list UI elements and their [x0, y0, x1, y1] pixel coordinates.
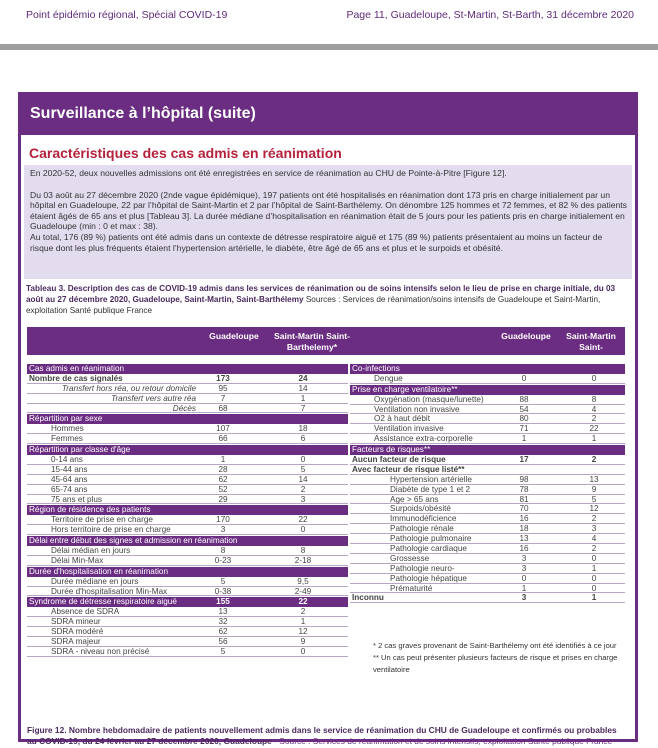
value-guadeloupe: 54 — [519, 404, 529, 414]
table-row — [350, 544, 625, 554]
row-label: Transfert hors réa, ou retour domicile — [61, 383, 196, 393]
table-caption-title: Tableau 3. Description des cas de COVID-19 admis dans les services de réanimation ou de soins intensifs selon le lieu de prise en charge initiale, du 03 août au 27 décembre 2020, Guadeloupe, Saint-Martin, Saint-Barthélemy — [26, 284, 616, 304]
table-caption-source: Sources : Services de réanimation/soins intensifs de Guadeloupe et Saint-Martin, exploitation Santé publique France — [26, 294, 601, 315]
value-guadeloupe: 0 — [521, 373, 527, 383]
table-section-header — [350, 364, 625, 374]
table-row — [27, 627, 348, 637]
col-stmartin-left: Saint-Martin Saint-Barthelemy* — [274, 331, 350, 352]
value-saint-martin: 2-18 — [294, 555, 312, 565]
value-saint-martin: 0 — [300, 646, 306, 656]
value-saint-martin: 0 — [591, 373, 597, 383]
value-saint-martin: 2 — [591, 514, 597, 524]
table-row — [27, 485, 348, 495]
table-row — [27, 394, 348, 404]
table-row — [350, 395, 625, 405]
row-label: Age > 65 ans — [390, 494, 439, 504]
table-row — [350, 465, 625, 475]
value-guadeloupe: 56 — [218, 637, 228, 647]
value-guadeloupe: 3 — [220, 525, 226, 535]
table-row — [350, 593, 625, 603]
value-guadeloupe: 28 — [218, 464, 228, 474]
value-guadeloupe: 81 — [519, 494, 529, 504]
value-guadeloupe: 173 — [216, 373, 230, 383]
value-saint-martin: 2 — [591, 455, 597, 465]
row-label: Absence de SDRA — [51, 607, 120, 617]
table-section-header — [27, 597, 348, 607]
value-guadeloupe: 13 — [519, 534, 529, 544]
value-guadeloupe: 16 — [519, 514, 529, 524]
value-guadeloupe: 98 — [519, 474, 529, 484]
table-row — [27, 607, 348, 617]
value-saint-martin: 2 — [300, 607, 306, 617]
table-row — [27, 587, 348, 597]
summary-textbox — [24, 165, 632, 279]
value-guadeloupe: 17 — [519, 455, 529, 465]
value-guadeloupe: 32 — [218, 617, 228, 627]
value-guadeloupe: 95 — [218, 383, 228, 393]
table-row — [350, 504, 625, 514]
row-label: Décès — [172, 403, 196, 413]
section-subtitle: Caractéristiques des cas admis en réanimation — [29, 145, 342, 161]
value-saint-martin: 18 — [298, 424, 308, 434]
row-label: Pathologie hépatique — [390, 573, 467, 583]
row-label: Territoire de prise en charge — [51, 515, 153, 525]
value-guadeloupe: 88 — [519, 394, 529, 404]
row-label: Pathologie neuro- — [390, 563, 455, 573]
table-row — [27, 515, 348, 525]
header-divider — [0, 44, 658, 50]
row-label: Prématurité — [390, 583, 433, 593]
section-banner: Surveillance à l’hôpital (suite) — [21, 95, 635, 135]
row-label: Syndrome de détresse respiratoire aiguë — [29, 597, 177, 607]
row-label: Durée d'hospitalisation Min-Max — [51, 586, 168, 596]
value-saint-martin: 13 — [589, 474, 599, 484]
value-guadeloupe: 62 — [218, 627, 228, 637]
value-saint-martin: 3 — [300, 494, 306, 504]
value-guadeloupe: 3 — [521, 593, 527, 603]
row-label: Pathologie rénale — [390, 524, 454, 534]
row-label: Répartition par sexe — [29, 414, 103, 424]
value-saint-martin: 22 — [589, 424, 599, 434]
row-label: 45-64 ans — [51, 474, 88, 484]
value-guadeloupe: 1 — [220, 455, 226, 465]
row-label: Ventilation invasive — [374, 424, 444, 434]
table-row — [350, 374, 625, 384]
value-saint-martin: 8 — [300, 546, 306, 556]
row-label: Inconnu — [352, 593, 384, 603]
row-label: Oxygénation (masque/lunette) — [374, 394, 484, 404]
value-guadeloupe: 78 — [519, 484, 529, 494]
row-label: 75 ans et plus — [51, 494, 102, 504]
col-guadeloupe-left: Guadeloupe — [209, 331, 259, 341]
value-guadeloupe: 0 — [521, 573, 527, 583]
row-label: Assistance extra-corporelle — [374, 434, 473, 444]
row-label: 65-74 ans — [51, 484, 88, 494]
table-notes — [373, 640, 633, 676]
table-section-header — [350, 445, 625, 455]
value-saint-martin: 1 — [591, 434, 597, 444]
value-guadeloupe: 80 — [519, 414, 529, 424]
row-label: SDRA modéré — [51, 627, 104, 637]
summary-paragraph: Du 03 août au 27 décembre 2020 (2nde vague épidémique), 197 patients ont été hospitalisés en réanimation dont 173 pris en charge initialement par un hôpital en Guadeloupe, 22 par l’hôpital de Saint-Martin et 2 par l’hôpital de Saint-Barthélemy. On dénombre 125 hommes et 72 femmes, et 82 % des patients étaient âgés de 65 ans et plus [Tableau 3]. La durée médiane d’hospitalisation en réanimation était de 5 jours pour les patients pris en charge initialement en Guadeloupe (min : 0 et max : 38). — [30, 189, 627, 232]
table-row — [27, 455, 348, 465]
table-column-header — [27, 327, 625, 363]
row-label: 15-44 ans — [51, 464, 88, 474]
value-saint-martin: 2 — [591, 544, 597, 554]
table-row — [350, 475, 625, 485]
table-row — [27, 374, 348, 384]
table-caption — [26, 284, 626, 316]
row-label: SDRA mineur — [51, 617, 101, 627]
row-label: Pathologie pulmonaire — [390, 534, 472, 544]
row-label: Nombre de cas signalés — [29, 373, 123, 383]
table-row — [350, 405, 625, 415]
value-saint-martin: 14 — [298, 474, 308, 484]
summary-paragraph: Au total, 176 (89 %) patients ont été admis dans un contexte de détresse respiratoire aiguë et 175 (89 %) patients présentaient au moins un facteur de risque dont les plus fréquents étaient l’hypertension artérielle, le diabète, être âgé de 65 ans et plus et le surpoids et obésité. — [30, 231, 603, 253]
value-guadeloupe: 5 — [220, 576, 226, 586]
row-label: Avec facteur de risque listé** — [352, 464, 465, 474]
row-label: Délai entre début des signes et admission en réanimation — [29, 536, 238, 546]
table-row — [350, 524, 625, 534]
left-data-table — [27, 363, 348, 657]
table-row — [27, 637, 348, 647]
value-saint-martin: 7 — [300, 403, 306, 413]
value-saint-martin: 0 — [591, 583, 597, 593]
header-left: Point épidémio régional, Spécial COVID-19 — [26, 9, 228, 21]
row-label: Diabète de type 1 et 2 — [390, 484, 471, 494]
value-guadeloupe: 1 — [521, 434, 527, 444]
content-frame — [18, 92, 638, 747]
row-label: Dengue — [374, 373, 403, 383]
value-guadeloupe: 0-38 — [214, 586, 232, 596]
row-label: Prise en charge ventilatoire** — [352, 384, 458, 394]
row-label: Transfert vers autre réa — [111, 393, 196, 403]
value-saint-martin: 6 — [300, 434, 306, 444]
table-row — [350, 455, 625, 465]
col-guadeloupe-right: Guadeloupe — [501, 331, 551, 341]
value-saint-martin: 0 — [300, 455, 306, 465]
value-guadeloupe: 0-23 — [214, 555, 232, 565]
value-guadeloupe: 3 — [521, 563, 527, 573]
row-label: Surpoids/obésité — [390, 504, 451, 514]
value-guadeloupe: 3 — [521, 553, 527, 563]
value-guadeloupe: 170 — [216, 515, 230, 525]
value-saint-martin: 9 — [591, 484, 597, 494]
value-saint-martin: 2-49 — [294, 586, 312, 596]
table-row — [27, 546, 348, 556]
value-saint-martin: 2 — [300, 484, 306, 494]
value-guadeloupe: 8 — [220, 546, 226, 556]
value-saint-martin: 5 — [591, 494, 597, 504]
table-row — [350, 495, 625, 505]
value-saint-martin: 12 — [589, 504, 599, 514]
value-guadeloupe: 107 — [216, 424, 230, 434]
table-section-header — [27, 445, 348, 455]
row-label: Grossesse — [390, 553, 430, 563]
value-saint-martin: 9,5 — [297, 576, 309, 586]
note-1: * 2 cas graves provenant de Saint-Barthélemy ont été identifiés à ce jour — [373, 641, 617, 650]
value-saint-martin: 1 — [591, 563, 597, 573]
table-section-header — [27, 414, 348, 424]
value-guadeloupe: 70 — [519, 504, 529, 514]
table-row — [27, 424, 348, 434]
summary-paragraph: En 2020-52, deux nouvelles admissions ont été enregistrées en service de réanimation au CHU de Pointe-à-Pitre [Figure 12]. — [30, 168, 507, 178]
row-label: Délai médian en jours — [51, 546, 131, 556]
table-row — [27, 647, 348, 657]
header-right: Page 11, Guadeloupe, St-Martin, St-Barth, 31 décembre 2020 — [346, 9, 634, 21]
row-label: Co-infections — [352, 364, 400, 373]
note-2: ** Un cas peut présenter plusieurs facteurs de risque et prises en charge ventilatoire — [373, 653, 618, 674]
figure-caption-title: Figure 12. Nombre hebdomadaire de patients nouvellement admis dans le service de réanimation du CHU de Guadeloupe et confirmés ou probables au COVID-19, du 24 février au 27 décembre 2020, Guadeloupe — [27, 725, 617, 747]
row-label: Durée médiane en jours — [51, 576, 139, 586]
value-guadeloupe: 66 — [218, 434, 228, 444]
table-section-header — [27, 364, 348, 374]
table-section-header — [27, 505, 348, 515]
value-saint-martin: 3 — [591, 524, 597, 534]
table-row — [27, 434, 348, 444]
row-label: SDRA majeur — [51, 637, 101, 647]
table-row — [27, 384, 348, 394]
row-label: O2 à haut débit — [374, 414, 430, 424]
table-row — [27, 475, 348, 485]
value-saint-martin: 8 — [591, 394, 597, 404]
table-row — [350, 564, 625, 574]
value-saint-martin: 22 — [298, 597, 308, 607]
table-row — [350, 424, 625, 434]
row-label: SDRA - niveau non précisé — [51, 646, 150, 656]
row-label: Cas admis en réanimation — [29, 364, 125, 373]
row-label: 0-14 ans — [51, 455, 83, 465]
value-saint-martin: 4 — [591, 404, 597, 414]
value-guadeloupe: 7 — [220, 393, 226, 403]
row-label: Femmes — [51, 434, 83, 444]
table-row — [27, 525, 348, 535]
value-saint-martin: 4 — [591, 534, 597, 544]
right-data-table — [350, 363, 625, 603]
value-guadeloupe: 16 — [519, 544, 529, 554]
row-label: Répartition par classe d'âge — [29, 445, 131, 455]
table-row — [350, 554, 625, 564]
page-header — [26, 9, 634, 23]
col-stmartin-right: Saint-Martin Saint-Barthelemy* — [565, 331, 617, 363]
table-row — [27, 404, 348, 414]
value-saint-martin: 0 — [300, 525, 306, 535]
row-label: Hypertension artérielle — [390, 474, 472, 484]
row-label: Aucun facteur de risque — [352, 455, 446, 465]
value-saint-martin: 1 — [300, 617, 306, 627]
row-label: Région de résidence des patients — [29, 505, 151, 515]
table-row — [350, 414, 625, 424]
table-section-header — [27, 567, 348, 577]
row-label: Hommes — [51, 424, 84, 434]
value-saint-martin: 0 — [591, 573, 597, 583]
value-saint-martin: 0 — [591, 553, 597, 563]
value-guadeloupe: 68 — [218, 403, 228, 413]
table-row — [350, 485, 625, 495]
table-row — [350, 434, 625, 444]
value-guadeloupe: 5 — [220, 646, 226, 656]
value-saint-martin: 22 — [298, 515, 308, 525]
table-row — [350, 534, 625, 544]
figure-caption-source: - Source : Services de réanimation et de soins intensifs, exploitation Santé publique France — [271, 736, 613, 747]
table-row — [350, 514, 625, 524]
value-guadeloupe: 13 — [218, 607, 228, 617]
table-row — [350, 584, 625, 594]
row-label: Durée d'hospitalisation en réanimation — [29, 566, 169, 576]
row-label: Hors territoire de prise en charge — [51, 525, 171, 535]
table-section-header — [350, 385, 625, 395]
table-section-header — [27, 536, 348, 546]
table-row — [350, 574, 625, 584]
figure-caption — [27, 725, 627, 748]
row-label: Ventilation non invasive — [374, 404, 460, 414]
table-row — [27, 617, 348, 627]
value-saint-martin: 9 — [300, 637, 306, 647]
value-saint-martin: 14 — [298, 383, 308, 393]
value-guadeloupe: 29 — [218, 494, 228, 504]
row-label: Facteurs de risques** — [352, 445, 431, 455]
value-saint-martin: 24 — [298, 373, 308, 383]
value-saint-martin: 1 — [591, 593, 597, 603]
table-row — [27, 465, 348, 475]
table-row — [27, 556, 348, 566]
value-guadeloupe: 52 — [218, 484, 228, 494]
value-saint-martin: 1 — [300, 393, 306, 403]
table-row — [27, 577, 348, 587]
row-label: Délai Min-Max — [51, 555, 104, 565]
value-saint-martin: 2 — [591, 414, 597, 424]
row-label: Immunodéficience — [390, 514, 457, 524]
value-guadeloupe: 155 — [216, 597, 230, 607]
value-guadeloupe: 1 — [521, 583, 527, 593]
row-label: Pathologie cardiaque — [390, 544, 467, 554]
table-row — [27, 495, 348, 505]
value-guadeloupe: 71 — [519, 424, 529, 434]
value-saint-martin: 5 — [300, 464, 306, 474]
value-saint-martin: 12 — [298, 627, 308, 637]
value-guadeloupe: 18 — [519, 524, 529, 534]
value-guadeloupe: 62 — [218, 474, 228, 484]
